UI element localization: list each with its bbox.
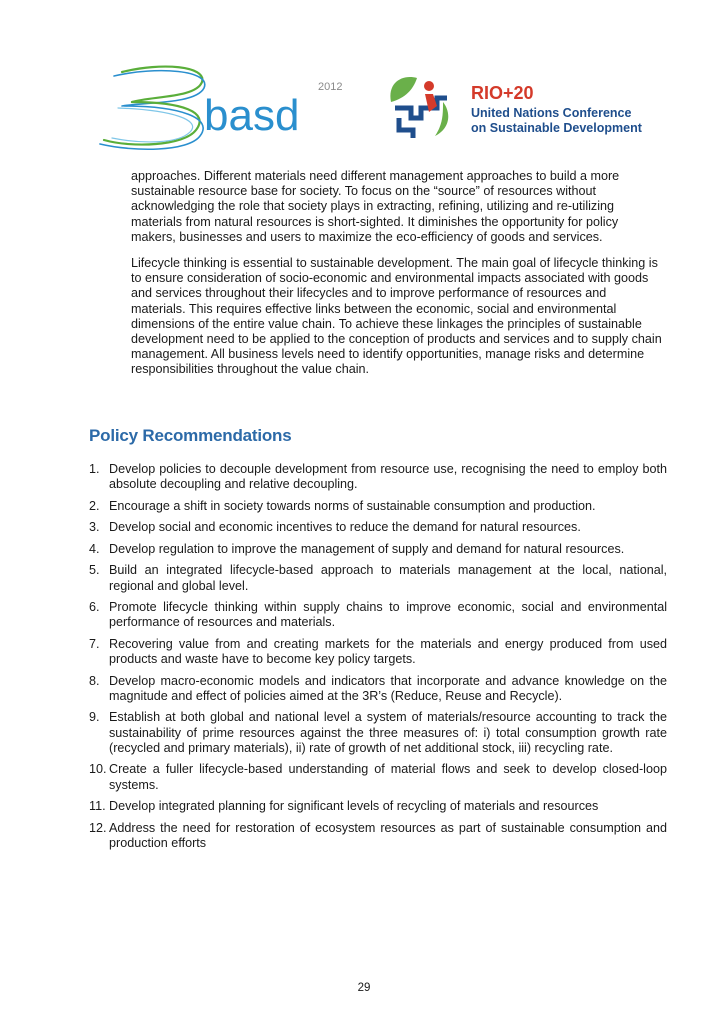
item-number: 12. <box>89 820 107 835</box>
item-text: Address the need for restoration of ecosystem resources as part of sustainable consumption and production efforts <box>109 820 667 850</box>
item-number: 10. <box>89 762 107 777</box>
list-item <box>89 520 667 535</box>
basd-wordmark: basd <box>204 91 300 140</box>
list-item <box>89 563 667 594</box>
item-text: Develop social and economic incentives to reduce the demand for natural resources. <box>109 520 581 535</box>
page-header <box>0 0 728 160</box>
item-number: 3. <box>89 520 100 535</box>
list-item <box>89 710 667 756</box>
item-text: Promote lifecycle thinking within supply chains to improve economic, social and environmental performance of resources and materials. <box>109 600 667 630</box>
item-number: 5. <box>89 563 100 578</box>
basd-swirl-icon <box>100 67 205 150</box>
rio20-logo <box>385 72 645 142</box>
recommendations-list <box>89 462 667 857</box>
item-text: Recovering value from and creating markets for the materials and energy produced from used products and waste have to become key policy targets. <box>109 636 667 667</box>
list-item <box>89 462 667 493</box>
paragraph-text: Lifecycle thinking is essential to sustainable development. The main goal of lifecycle thinking is to ensure consideration of socio-economic and environmental impacts associated with goods and services throughout their lifecycles and to improve performance of resources and materials. This requires effective links between the economic, social and environmental dimensions of the entire value chain. To achieve these linkages the principles of sustainable development need to be applied to the conception of products and services and to supply chain management. All business levels need to identify opportunities, manage risks and determine responsibilities throughout the value chain. <box>131 256 662 377</box>
list-item <box>89 542 667 557</box>
item-number: 9. <box>89 710 100 725</box>
item-text: Create a fuller lifecycle-based understanding of material flows and seek to develop closed-loop systems. <box>109 762 667 792</box>
list-item <box>89 637 667 668</box>
item-number: 6. <box>89 600 100 615</box>
basd-year: 2012 <box>318 81 343 93</box>
list-item <box>89 821 667 852</box>
list-item <box>89 762 667 793</box>
item-text: Build an integrated lifecycle-based approach to materials management at the local, national, regional and global level. <box>109 563 667 593</box>
item-number: 4. <box>89 541 100 556</box>
body-paragraph-2 <box>131 256 663 378</box>
rio20-title: RIO+20 <box>471 83 534 103</box>
item-number: 11. <box>89 799 106 814</box>
list-item <box>89 674 667 705</box>
item-number: 7. <box>89 636 100 651</box>
page-number: 29 <box>357 982 371 994</box>
section-heading: Policy Recommendations <box>89 426 292 445</box>
item-text: Develop policies to decouple development from resource use, recognising the need to employ both absolute decoupling and relative decoupling. <box>109 462 667 492</box>
item-number: 8. <box>89 673 100 688</box>
list-item <box>89 799 667 814</box>
list-item <box>89 499 667 514</box>
item-text: Develop macro-economic models and indicators that incorporate and advance knowledge on the magnitude and effect of policies aimed at the 3R’s (Reduce, Reuse and Recycle). <box>109 673 667 703</box>
item-text: Develop regulation to improve the management of supply and demand for natural resources. <box>109 541 625 556</box>
rio20-subtitle-line1: United Nations Conference <box>471 106 632 120</box>
item-text: Develop integrated planning for significant levels of recycling of materials and resources <box>109 799 599 814</box>
list-item <box>89 600 667 631</box>
rio20-subtitle-line2: on Sustainable Development <box>471 121 642 135</box>
item-text: Encourage a shift in society towards norms of sustainable consumption and production. <box>109 498 596 513</box>
item-number: 2. <box>89 498 100 513</box>
paragraph-text: approaches. Different materials need different management approaches to build a more sustainable resource base for society. To focus on the “source” of resources without acknowledging the role that society plays in extracting, refining, utilizing and re-utilizing materials from natural resources is short-sighted. It diminishes the opportunity for policy makers, businesses and users to maximize the eco-efficiency of goods and services. <box>131 169 620 244</box>
body-paragraph-1 <box>131 169 663 245</box>
basd-logo <box>92 60 362 155</box>
rio20-emblem-icon <box>390 77 448 138</box>
item-text: Establish at both global and national level a system of materials/resource accounting to track the sustainability of prime resources against the three measures of: i) total consumption growth rate (recycled and primary materials), ii) rate of growth of net additional stock, iii) recycling rate. <box>109 710 667 755</box>
item-number: 1. <box>89 462 100 476</box>
